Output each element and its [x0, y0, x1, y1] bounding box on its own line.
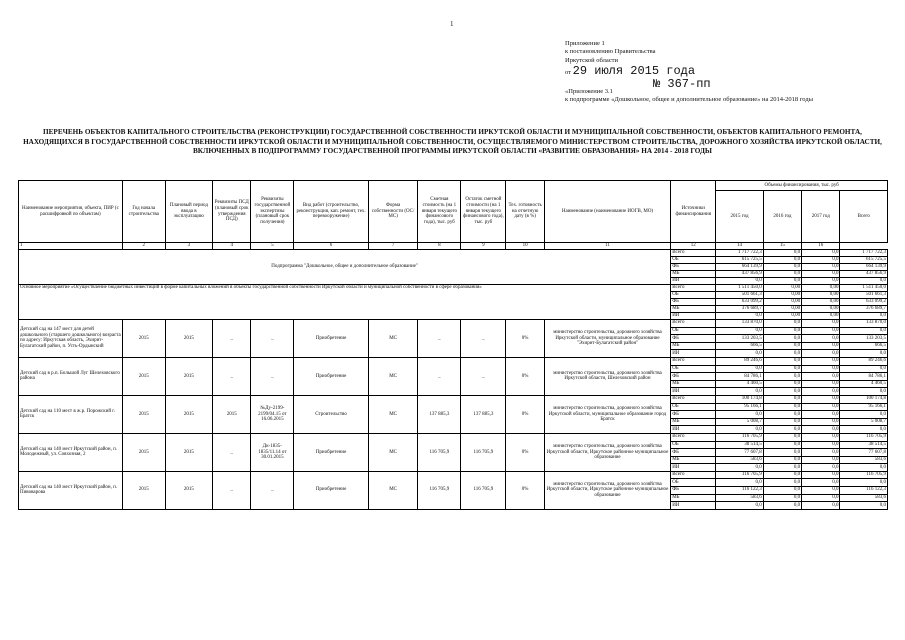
source-cell: ОБ	[671, 257, 716, 264]
source-cell: ИИ	[671, 502, 716, 510]
object-readiness: 0%	[506, 320, 544, 358]
object-psd: _	[213, 433, 251, 471]
object-name: Детский сад на 110 мест в ж.р. Порожский г. Братск	[19, 395, 123, 433]
source-cell: ОБ	[671, 403, 716, 411]
col-number: 14	[716, 243, 763, 250]
amount-2017-cell: 0,0	[802, 464, 840, 472]
amount-2017-cell: 0,00	[802, 292, 840, 299]
source-cell: ИИ	[671, 313, 716, 320]
object-work-type: Приобретение	[294, 433, 368, 471]
appendix-line-2: к подпрограмме «Дошкольное, общее и дополнительное образование» на 2014-2018 годы	[565, 96, 814, 104]
object-plan-period: 2015	[165, 395, 212, 433]
col-number: 6	[294, 243, 368, 250]
approval-line-3: Иркутской области	[565, 56, 618, 64]
amount-2015-cell: 666,5	[716, 342, 763, 350]
amount-total-cell: 77 607,8	[840, 449, 888, 457]
approval-block	[565, 40, 711, 90]
source-cell: Всего	[671, 433, 716, 441]
amount-2017-cell: 0,0	[802, 426, 840, 434]
object-customer: министерство строительства, дорожного хозяйства Иркутской области, муниципальное образование город Братск	[544, 395, 670, 433]
source-cell: ОБ	[671, 441, 716, 449]
amount-total-cell: 0,0	[840, 313, 888, 320]
object-work-type: Приобретение	[294, 357, 368, 395]
amount-2017-cell: 0,0	[802, 365, 840, 373]
amount-total-cell: 0,0	[840, 350, 888, 358]
amount-2015-cell: 77 607,8	[716, 449, 763, 457]
amount-total-cell: 0,0	[840, 327, 888, 335]
approval-date: 29 июля 2015 года	[572, 64, 696, 79]
header-source: Источники финансирования	[671, 181, 716, 243]
object-estimate: 116 705,9	[418, 471, 461, 509]
amount-total-cell: 615 725,5	[840, 257, 888, 264]
amount-2016-cell: 0,0	[763, 494, 801, 502]
amount-total-cell: 100 174,8	[840, 395, 888, 403]
object-start-year: 2015	[122, 320, 165, 358]
amount-2016-cell: 0,0	[763, 327, 801, 335]
header-remaining: Остаток сметной стоимости (на 1 января текущего финансового года), тыс. руб	[461, 181, 506, 243]
table-row	[19, 471, 888, 479]
amount-2016-cell: 0,0	[763, 350, 801, 358]
amount-total-cell: 38 514,5	[840, 441, 888, 449]
source-cell: ФБ	[671, 373, 716, 381]
amount-2015-cell: 116 705,9	[716, 433, 763, 441]
amount-2015-cell: 4 460,5	[716, 380, 763, 388]
object-readiness: 0%	[506, 471, 544, 509]
amount-2015-cell: 664 139,9	[716, 264, 763, 271]
amount-2015-cell: 0,0	[716, 313, 763, 320]
object-start-year: 2015	[122, 471, 165, 509]
main-event-label: Основное мероприятие «Осуществление бюджетных инвестиций в форме капитальных вложений в объекты государственной собственности Иркутской области и муниципальной собственности в сфере образования»	[19, 285, 671, 320]
header-psd: Реквизиты ПСД (плановый срок утверждения ПСД)	[213, 181, 251, 243]
amount-2016-cell: 0,0	[763, 418, 801, 426]
amount-total-cell: 116 705,9	[840, 471, 888, 479]
amount-2016-cell: 0,0	[763, 456, 801, 464]
amount-2017-cell: 0,0	[802, 441, 840, 449]
header-ownership: Форма собственности (ОС/МС)	[368, 181, 418, 243]
object-customer: министерство строительства, дорожного хозяйства Иркутской области, муниципальное образование "Эхирит-Булагатский район"	[544, 320, 670, 358]
amount-2015-cell: 1 717 722,3	[716, 250, 763, 257]
col-number: 8	[418, 243, 461, 250]
amount-2015-cell: 633 099,2	[716, 299, 763, 306]
amount-2016-cell: 0,0	[763, 365, 801, 373]
object-psd: _	[213, 471, 251, 509]
object-psd: _	[213, 357, 251, 395]
amount-2015-cell: 0,0	[716, 388, 763, 396]
amount-2017-cell: 0,0	[802, 257, 840, 264]
amount-2016-cell: 0,0	[763, 278, 801, 285]
source-cell: МБ	[671, 456, 716, 464]
amount-total-cell: 664 139,9	[840, 264, 888, 271]
amount-total-cell: 133 870,0	[840, 320, 888, 328]
approval-line-2: к постановлению Правительства	[565, 48, 656, 56]
amount-2017-cell: 0,0	[802, 487, 840, 495]
amount-2017-cell: 0,0	[802, 264, 840, 271]
amount-2015-cell: 0,0	[716, 278, 763, 285]
amount-2017-cell: 0,0	[802, 335, 840, 343]
object-readiness: 0%	[506, 395, 544, 433]
objects-table	[18, 180, 888, 510]
source-cell: Всего	[671, 357, 716, 365]
document-title: ПЕРЕЧЕНЬ ОБЪЕКТОВ КАПИТАЛЬНОГО СТРОИТЕЛЬСТВА (РЕКОНСТРУКЦИИ) ГОСУДАРСТВЕННОЙ СОБСТВЕННОСТИ ИРКУТСКОЙ ОБЛАСТИ И МУНИЦИПАЛЬНОЙ СОБСТВЕННОСТИ, ОБЪЕКТОВ КАПИТАЛЬНОГО РЕМОНТА, НАХОДЯЩИХСЯ В ГОСУДАРСТВЕННОЙ СОБСТВЕННОСТИ ИРКУТСКОЙ ОБЛАСТИ И МУНИЦИПАЛЬНОЙ СОБСТВЕННОСТИ, ОСУЩЕСТВЛЯЕМОГО МИНИСТЕРСТВОМ СТРОИТЕЛЬСТВА, ДОРОЖНОГО ХОЗЯЙСТВА ИРКУТСКОЙ ОБЛАСТИ, ВКЛЮЧЕННЫХ В ПОДПРОГРАММУ ГОСУДАРСТВЕННОЙ ПРОГРАММЫ ИРКУТСКОЙ ОБЛАСТИ «РАЗВИТИЕ ОБРАЗОВАНИЯ» НА 2014 - 2018 ГОДЫ	[23, 128, 882, 156]
amount-2017-cell: 0,0	[802, 271, 840, 278]
amount-total-cell: 84 786,1	[840, 373, 888, 381]
amount-2016-cell: 0,0	[763, 373, 801, 381]
object-estimate: _	[418, 320, 461, 358]
table-row	[19, 250, 888, 257]
amount-2017-cell: 0,0	[802, 433, 840, 441]
object-start-year: 2015	[122, 357, 165, 395]
object-plan-period: 2015	[165, 320, 212, 358]
col-number: 1	[19, 243, 123, 250]
amount-2017-cell: 0,0	[802, 388, 840, 396]
amount-2015-cell: 89 246,6	[716, 357, 763, 365]
table-row	[19, 357, 888, 365]
col-number: 16	[802, 243, 840, 250]
amount-2016-cell: 0,0	[763, 264, 801, 271]
object-psd: 2015	[213, 395, 251, 433]
amount-2016-cell: 0,0	[763, 320, 801, 328]
table-row	[19, 395, 888, 403]
object-remaining: 116 705,9	[461, 471, 506, 509]
amount-total-cell: 0,0	[840, 479, 888, 487]
source-cell: ФБ	[671, 264, 716, 271]
object-name: Детский сад на 147 мест для детей дошкольного (старшего дошкольного) возраста по адресу: Иркутская область, Эхирит-Булагатский район, п. Усть-Ордынский	[19, 320, 123, 358]
header-expertise: Реквизиты государственной экспертизы (плановый срок получения)	[251, 181, 294, 243]
object-customer: министерство строительства, дорожного хозяйства Иркутской области, Иркутское районное муниципальное образование	[544, 471, 670, 509]
col-number: 7	[368, 243, 418, 250]
col-number: 10	[506, 243, 544, 250]
amount-2017-cell: 0,00	[802, 313, 840, 320]
amount-2015-cell: 0,0	[716, 350, 763, 358]
amount-2016-cell: 0,0	[763, 464, 801, 472]
amount-2016-cell: 0,00	[763, 299, 801, 306]
amount-2017-cell: 0,0	[802, 357, 840, 365]
object-name: Детский сад в р.п. Большой Луг Шелеховского района	[19, 357, 123, 395]
amount-total-cell: 5 008,7	[840, 418, 888, 426]
source-cell: ИИ	[671, 350, 716, 358]
amount-2016-cell: 0,0	[763, 403, 801, 411]
amount-2015-cell: 437 856,9	[716, 271, 763, 278]
object-name: Детский сад на 140 мест Иркутский район, п. Пивоварова	[19, 471, 123, 509]
page-number: 1	[450, 20, 454, 28]
object-plan-period: 2015	[165, 357, 212, 395]
amount-2017-cell: 0,0	[802, 471, 840, 479]
amount-2017-cell: 0,0	[802, 456, 840, 464]
amount-2015-cell: 615 725,5	[716, 257, 763, 264]
source-cell: ОБ	[671, 365, 716, 373]
header-readiness: Тех. готовность на отчетную дату (в %)	[506, 181, 544, 243]
source-cell: Всего	[671, 395, 716, 403]
object-expertise: _	[251, 357, 294, 395]
amount-2017-cell: 0,0	[802, 373, 840, 381]
amount-2016-cell: 0,0	[763, 502, 801, 510]
object-remaining: _	[461, 357, 506, 395]
amount-total-cell: 116 122,3	[840, 487, 888, 495]
object-ownership: МС	[368, 433, 418, 471]
amount-2016-cell: 0,0	[763, 433, 801, 441]
amount-2016-cell: 0,0	[763, 357, 801, 365]
source-cell: ФБ	[671, 299, 716, 306]
amount-2016-cell: 0,0	[763, 388, 801, 396]
approval-number: № 367-пп	[653, 76, 711, 91]
object-name: Детский сад на 140 мест Иркутский район, п. Молодежный, ул. Совхозная, 2	[19, 433, 123, 471]
amount-total-cell: 0,0	[840, 365, 888, 373]
object-expertise: _	[251, 471, 294, 509]
table-body	[19, 250, 888, 510]
amount-2017-cell: 0,0	[802, 395, 840, 403]
source-cell: Всего	[671, 320, 716, 328]
amount-2016-cell: 0,0	[763, 426, 801, 434]
amount-2016-cell: 0,00	[763, 313, 801, 320]
amount-total-cell: 437 856,9	[840, 271, 888, 278]
amount-total-cell: 0,0	[840, 426, 888, 434]
amount-2015-cell: 95 166,1	[716, 403, 763, 411]
amount-2016-cell: 0,0	[763, 342, 801, 350]
object-remaining: _	[461, 320, 506, 358]
amount-2016-cell: 0,0	[763, 411, 801, 419]
object-expertise: №Ду-2199-2199/04.15 от 16.06.2015	[251, 395, 294, 433]
header-2017: 2017 год	[802, 191, 840, 243]
amount-2016-cell: 0,0	[763, 250, 801, 257]
column-number-row	[19, 243, 888, 250]
amount-2017-cell: 0,0	[802, 502, 840, 510]
amount-2015-cell: 116 122,3	[716, 487, 763, 495]
amount-2016-cell: 0,00	[763, 292, 801, 299]
source-cell: МБ	[671, 418, 716, 426]
amount-total-cell: 133 203,5	[840, 335, 888, 343]
approval-date-prefix: от	[565, 69, 572, 77]
amount-total-cell: 376 689,7	[840, 306, 888, 313]
source-cell: ИИ	[671, 388, 716, 396]
amount-total-cell: 0,0	[840, 502, 888, 510]
object-readiness: 0%	[506, 433, 544, 471]
amount-2017-cell: 0,0	[802, 250, 840, 257]
source-cell: ФБ	[671, 449, 716, 457]
amount-2016-cell: 0,0	[763, 449, 801, 457]
approval-line-1: Приложение 1	[565, 40, 605, 47]
source-cell: Всего	[671, 250, 716, 257]
appendix-block	[565, 88, 825, 105]
object-expertise: _	[251, 320, 294, 358]
object-plan-period: 2015	[165, 433, 212, 471]
source-cell: ИИ	[671, 278, 716, 285]
amount-2016-cell: 0,0	[763, 441, 801, 449]
amount-2016-cell: 0,0	[763, 271, 801, 278]
amount-2015-cell: 100 174,8	[716, 395, 763, 403]
amount-total-cell: 583,6	[840, 494, 888, 502]
amount-2016-cell: 0,0	[763, 257, 801, 264]
object-work-type: Приобретение	[294, 320, 368, 358]
source-cell: МБ	[671, 342, 716, 350]
amount-2017-cell: 0,0	[802, 403, 840, 411]
object-ownership: МС	[368, 320, 418, 358]
amount-2015-cell: 376 689,7	[716, 306, 763, 313]
approval-date-line	[565, 65, 711, 77]
object-expertise: Дк-1835-1835/11.14 от 30.01.2015	[251, 433, 294, 471]
amount-2017-cell: 0,0	[802, 327, 840, 335]
header-2015: 2015 год	[716, 191, 763, 243]
col-number: 3	[165, 243, 212, 250]
amount-2017-cell: 0,0	[802, 418, 840, 426]
amount-2017-cell: 0,0	[802, 380, 840, 388]
source-cell: МБ	[671, 380, 716, 388]
amount-total-cell: 0,0	[840, 278, 888, 285]
col-number: 9	[461, 243, 506, 250]
object-start-year: 2015	[122, 395, 165, 433]
object-estimate: _	[418, 357, 461, 395]
object-ownership: МС	[368, 471, 418, 509]
amount-2017-cell: 0,0	[802, 278, 840, 285]
amount-2015-cell: 501 661,3	[716, 292, 763, 299]
amount-2015-cell: 0,0	[716, 479, 763, 487]
source-cell: ИИ	[671, 426, 716, 434]
header-customer: Наименование (наименование ИОГВ, МО)	[544, 181, 670, 243]
col-number: 5	[251, 243, 294, 250]
header-work-type: Вид работ (строительство, реконструкция, кап. ремонт, тех. перевооружение)	[294, 181, 368, 243]
header-name: Наименование мероприятия, объекта, ПИР (с расшифровкой по объектам)	[19, 181, 123, 243]
col-number: 15	[763, 243, 801, 250]
amount-total-cell: 0,0	[840, 411, 888, 419]
amount-2015-cell: 1 511 450,0	[716, 285, 763, 292]
object-ownership: МС	[368, 357, 418, 395]
object-estimate: 116 705,9	[418, 433, 461, 471]
subprogram-label: Подпрограмма "Дошкольное, общее и дополнительное образование"	[19, 250, 671, 285]
amount-2017-cell: 0,0	[802, 350, 840, 358]
amount-total-cell: 0,0	[840, 388, 888, 396]
source-cell: Всего	[671, 285, 716, 292]
amount-total-cell: 1 511 450,0	[840, 285, 888, 292]
header-plan-period: Плановый период ввода в эксплуатацию	[165, 181, 212, 243]
amount-total-cell: 583,6	[840, 456, 888, 464]
amount-2015-cell: 583,6	[716, 456, 763, 464]
table-row	[19, 433, 888, 441]
amount-2015-cell: 0,0	[716, 502, 763, 510]
object-ownership: МС	[368, 395, 418, 433]
amount-2015-cell: 0,0	[716, 365, 763, 373]
amount-2016-cell: 0,00	[763, 306, 801, 313]
amount-2015-cell: 38 514,5	[716, 441, 763, 449]
object-work-type: Строительство	[294, 395, 368, 433]
source-cell: ИИ	[671, 464, 716, 472]
header-start-year: Год начала строительства	[122, 181, 165, 243]
source-cell: МБ	[671, 494, 716, 502]
object-start-year: 2015	[122, 433, 165, 471]
amount-total-cell: 633 099,2	[840, 299, 888, 306]
source-cell: ФБ	[671, 411, 716, 419]
object-customer: министерство строительства, дорожного хозяйства Иркутской области, Шелеховский район	[544, 357, 670, 395]
col-number: 12	[671, 243, 716, 250]
object-plan-period: 2015	[165, 471, 212, 509]
source-cell: ОБ	[671, 292, 716, 299]
object-work-type: Приобретение	[294, 471, 368, 509]
amount-2017-cell: 0,0	[802, 320, 840, 328]
appendix-line-1: «Приложение 3.1	[565, 88, 613, 95]
amount-2017-cell: 0,0	[802, 494, 840, 502]
amount-2015-cell: 5 008,7	[716, 418, 763, 426]
amount-2015-cell: 133 870,0	[716, 320, 763, 328]
amount-2015-cell: 133 203,5	[716, 335, 763, 343]
amount-total-cell: 116 705,9	[840, 433, 888, 441]
object-estimate: 137 885,3	[418, 395, 461, 433]
amount-2017-cell: 0,0	[802, 479, 840, 487]
amount-2015-cell: 84 786,1	[716, 373, 763, 381]
header-funding-group: Объемы финансирования, тыс. руб	[716, 181, 888, 191]
amount-2016-cell: 0,0	[763, 471, 801, 479]
header-total: Всего	[840, 191, 888, 243]
amount-2017-cell: 0,00	[802, 285, 840, 292]
source-cell: Всего	[671, 471, 716, 479]
col-number: 4	[213, 243, 251, 250]
object-remaining: 116 705,9	[461, 433, 506, 471]
amount-2016-cell: 0,0	[763, 395, 801, 403]
table-row	[19, 320, 888, 328]
amount-2015-cell: 116 705,9	[716, 471, 763, 479]
object-readiness: 0%	[506, 357, 544, 395]
amount-2017-cell: 0,0	[802, 342, 840, 350]
amount-2015-cell: 583,6	[716, 494, 763, 502]
amount-total-cell: 666,5	[840, 342, 888, 350]
source-cell: МБ	[671, 306, 716, 313]
amount-2015-cell: 0,0	[716, 464, 763, 472]
amount-2016-cell: 0,0	[763, 380, 801, 388]
amount-total-cell: 0,0	[840, 464, 888, 472]
amount-2017-cell: 0,00	[802, 299, 840, 306]
amount-total-cell: 89 246,6	[840, 357, 888, 365]
amount-2015-cell: 0,0	[716, 411, 763, 419]
source-cell: ОБ	[671, 479, 716, 487]
object-psd: _	[213, 320, 251, 358]
amount-2015-cell: 0,0	[716, 327, 763, 335]
header-2016: 2016 год	[763, 191, 801, 243]
amount-total-cell: 501 661,3	[840, 292, 888, 299]
amount-2017-cell: 0,0	[802, 449, 840, 457]
source-cell: ФБ	[671, 335, 716, 343]
source-cell: ФБ	[671, 487, 716, 495]
amount-total-cell: 1 717 722,3	[840, 250, 888, 257]
source-cell: ОБ	[671, 327, 716, 335]
amount-2016-cell: 0,0	[763, 335, 801, 343]
amount-total-cell: 95 166,1	[840, 403, 888, 411]
object-customer: министерство строительства, дорожного хозяйства Иркутской области, Иркутское районное муниципальное образование	[544, 433, 670, 471]
col-number: 11	[544, 243, 670, 250]
amount-2015-cell: 0,0	[716, 426, 763, 434]
header-estimate: Сметная стоимость (на 1 января текущего финансового года), тыс. руб	[418, 181, 461, 243]
amount-2017-cell: 0,00	[802, 306, 840, 313]
amount-2017-cell: 0,0	[802, 411, 840, 419]
amount-2016-cell: 0,0	[763, 479, 801, 487]
amount-2016-cell: 0,0	[763, 487, 801, 495]
source-cell: МБ	[671, 271, 716, 278]
object-remaining: 137 885,3	[461, 395, 506, 433]
amount-total-cell: 4 460,5	[840, 380, 888, 388]
col-number: 2	[122, 243, 165, 250]
table-row	[19, 285, 888, 292]
amount-2016-cell: 0,00	[763, 285, 801, 292]
